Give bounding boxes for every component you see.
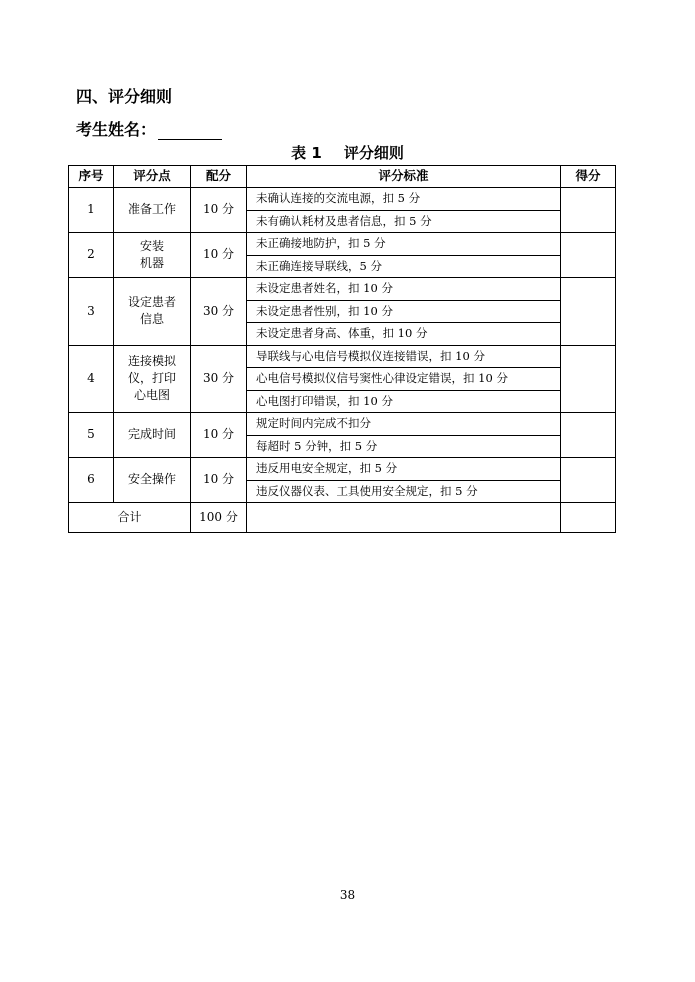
cell-score: 10 分 xyxy=(191,458,247,503)
cell-no: 6 xyxy=(69,458,114,503)
header-earned: 得分 xyxy=(561,166,616,188)
cell-point: 连接模拟 仪，打印 心电图 xyxy=(114,345,191,413)
cell-point: 完成时间 xyxy=(114,413,191,458)
cell-criterion: 未正确接地防护，扣 5 分 xyxy=(247,233,561,256)
cell-no: 1 xyxy=(69,188,114,233)
cell-criterion: 导联线与心电信号模拟仪连接错误，扣 10 分 xyxy=(247,345,561,368)
cell-earned-score[interactable] xyxy=(561,345,616,413)
cell-earned-score[interactable] xyxy=(561,458,616,503)
cell-criterion: 违反仪器仪表、工具使用安全规定，扣 5 分 xyxy=(247,480,561,503)
cell-criterion: 未确认连接的交流电源，扣 5 分 xyxy=(247,188,561,211)
header-no: 序号 xyxy=(69,166,114,188)
cell-no: 5 xyxy=(69,413,114,458)
cell-earned-score[interactable] xyxy=(561,413,616,458)
table-row xyxy=(69,233,616,256)
table-number: 表 1 xyxy=(291,144,322,162)
cell-score: 30 分 xyxy=(191,345,247,413)
cell-score: 30 分 xyxy=(191,278,247,346)
table-header-row xyxy=(69,166,616,188)
cell-score: 10 分 xyxy=(191,233,247,278)
total-earned-score[interactable] xyxy=(561,503,616,533)
scoring-table xyxy=(68,165,616,533)
cell-earned-score[interactable] xyxy=(561,233,616,278)
cell-criterion: 未设定患者姓名，扣 10 分 xyxy=(247,278,561,301)
header-criteria: 评分标准 xyxy=(247,166,561,188)
table-row xyxy=(69,458,616,481)
cell-point: 准备工作 xyxy=(114,188,191,233)
cell-criterion: 未设定患者身高、体重，扣 10 分 xyxy=(247,323,561,346)
total-score: 100 分 xyxy=(191,503,247,533)
cell-no: 2 xyxy=(69,233,114,278)
table-caption xyxy=(0,142,695,163)
table-row xyxy=(69,278,616,301)
cell-score: 10 分 xyxy=(191,188,247,233)
cell-criterion: 未设定患者性别，扣 10 分 xyxy=(247,300,561,323)
cell-criterion: 每超时 5 分钟，扣 5 分 xyxy=(247,435,561,458)
cell-point: 安装 机器 xyxy=(114,233,191,278)
cell-earned-score[interactable] xyxy=(561,188,616,233)
table-title: 评分细则 xyxy=(343,144,404,162)
cell-criterion: 规定时间内完成不扣分 xyxy=(247,413,561,436)
header-point: 评分点 xyxy=(114,166,191,188)
cell-no: 4 xyxy=(69,345,114,413)
section-heading: 四、评分细则 xyxy=(76,87,173,106)
examinee-name-label: 考生姓名： xyxy=(76,120,157,139)
cell-criterion: 未有确认耗材及患者信息，扣 5 分 xyxy=(247,210,561,233)
cell-criterion: 违反用电安全规定，扣 5 分 xyxy=(247,458,561,481)
table-row xyxy=(69,188,616,211)
examinee-name-line xyxy=(76,117,222,140)
cell-criterion: 心电信号模拟仪信号窦性心律设定错误，扣 10 分 xyxy=(247,368,561,391)
cell-score: 10 分 xyxy=(191,413,247,458)
header-score: 配分 xyxy=(191,166,247,188)
cell-point: 安全操作 xyxy=(114,458,191,503)
examinee-name-blank xyxy=(158,123,222,140)
page-number: 38 xyxy=(339,888,356,902)
total-label: 合计 xyxy=(69,503,191,533)
cell-criterion: 心电图打印错误，扣 10 分 xyxy=(247,390,561,413)
cell-point: 设定患者 信息 xyxy=(114,278,191,346)
cell-criterion: 未正确连接导联线，5 分 xyxy=(247,255,561,278)
table-row xyxy=(69,413,616,436)
total-row xyxy=(69,503,616,533)
cell-earned-score[interactable] xyxy=(561,278,616,346)
table-row xyxy=(69,345,616,368)
total-criteria-empty xyxy=(247,503,561,533)
cell-no: 3 xyxy=(69,278,114,346)
